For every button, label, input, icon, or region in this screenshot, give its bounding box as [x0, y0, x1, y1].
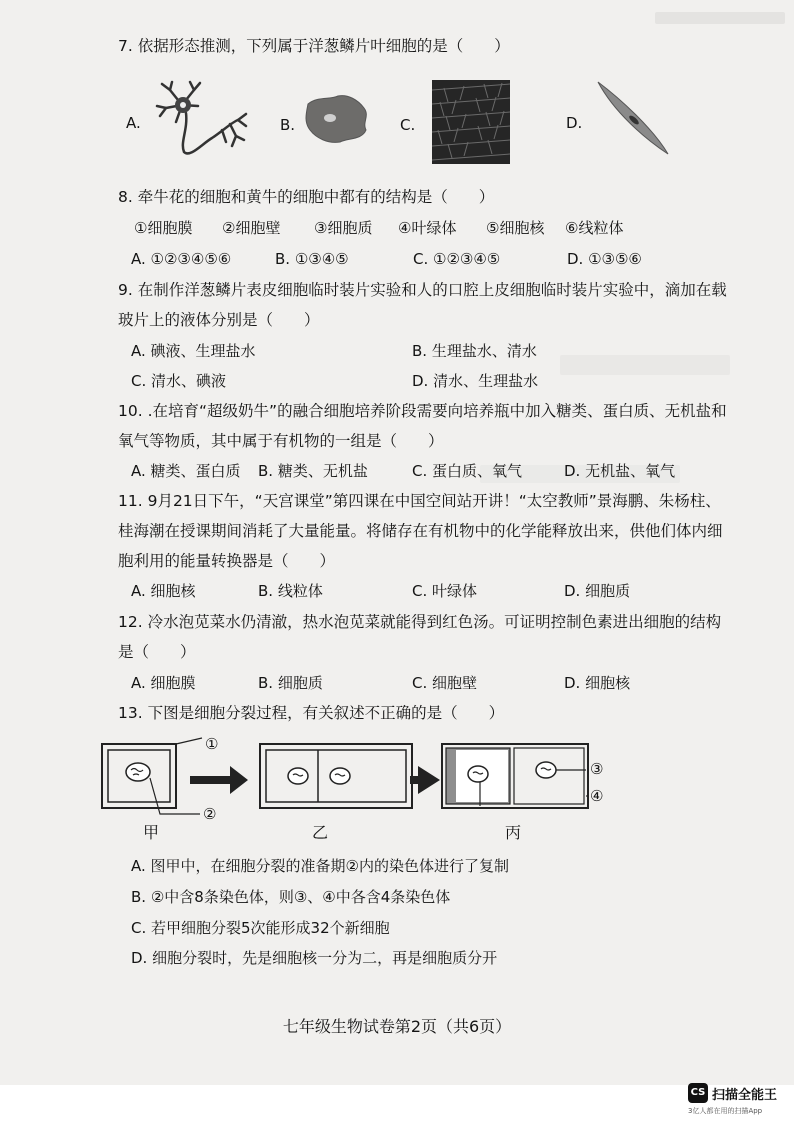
marker-2: ② [203, 805, 217, 823]
q8-item-5: ⑤细胞核 [486, 219, 545, 237]
cell-division-diagram [100, 732, 620, 838]
q8-item-6: ⑥线粒体 [565, 219, 624, 237]
scanner-watermark [688, 1081, 788, 1119]
q10-option-a: A. 糖类、蛋白质 [131, 462, 241, 480]
q12-option-d: D. 细胞核 [564, 674, 631, 692]
q13-option-d: D. 细胞分裂时，先是细胞核一分为二，再是细胞质分开 [131, 949, 498, 967]
q12-option-a: A. 细胞膜 [131, 674, 196, 692]
q9-option-b: B. 生理盐水、清水 [412, 342, 537, 360]
q9-stem-line1: 9. 在制作洋葱鳞片表皮细胞临时装片实验和人的口腔上皮细胞临时装片实验中，滴加在载 [118, 281, 727, 299]
watermark-tagline: 3亿人都在用的扫描App [688, 1107, 763, 1115]
q8-option-c: C. ①②③④⑤ [413, 250, 501, 268]
cell-yi [260, 744, 412, 808]
q9-option-d: D. 清水、生理盐水 [412, 372, 539, 390]
q8-option-a: A. ①②③④⑤⑥ [131, 250, 232, 268]
q13-option-b: B. ②中含8条染色体，则③、④中各含4条染色体 [131, 888, 451, 906]
q7-label-c: C. [400, 116, 416, 134]
q7-stem: 7. 依据形态推测，下列属于洋葱鳞片叶细胞的是（ ） [118, 37, 510, 55]
onion-epidermis-image [432, 80, 510, 164]
q7-label-a: A. [126, 114, 141, 132]
q11-stem-line1: 11. 9月21日下午，“天宫课堂”第四课在中国空间站开讲！“太空教师”景海鹏、朱杨柱、 [118, 492, 721, 510]
q12-option-b: B. 细胞质 [258, 674, 323, 692]
bleed-through-mark [655, 12, 785, 24]
q13-option-a: A. 图甲中，在细胞分裂的准备期②内的染色体进行了复制 [131, 857, 509, 875]
cell-bing [442, 744, 588, 808]
q11-option-d: D. 细胞质 [564, 582, 631, 600]
q8-stem: 8. 牵牛花的细胞和黄牛的细胞中都有的结构是（ ） [118, 188, 495, 206]
q11-option-b: B. 线粒体 [258, 582, 323, 600]
marker-1: ① [205, 735, 219, 753]
q11-option-a: A. 细胞核 [131, 582, 196, 600]
label-jia: 甲 [143, 823, 160, 842]
q8-item-2: ②细胞壁 [222, 219, 281, 237]
q11-option-c: C. 叶绿体 [412, 582, 478, 600]
q10-option-c: C. 蛋白质、氧气 [412, 462, 523, 480]
watermark-name: 扫描全能王 [712, 1088, 778, 1103]
epithelial-cell-image [300, 92, 372, 146]
q10-option-b: B. 糖类、无机盐 [258, 462, 368, 480]
q7-label-b: B. [280, 116, 296, 134]
label-bing: 丙 [505, 823, 522, 842]
page-footer: 七年级生物试卷第2页（共6页） [282, 1017, 512, 1036]
q11-stem-line2: 桂海潮在授课期间消耗了大量能量。将储存在有机物中的化学能释放出来，供他们体内细 [118, 522, 723, 540]
marker-4: ④ [590, 787, 604, 805]
q8-option-d: D. ①③⑤⑥ [567, 250, 642, 268]
camscanner-logo-icon: CS [688, 1083, 708, 1103]
q9-option-a: A. 碘液、生理盐水 [131, 342, 256, 360]
q8-item-3: ③细胞质 [314, 219, 373, 237]
q8-item-4: ④叶绿体 [398, 219, 457, 237]
q13-option-c: C. 若甲细胞分裂5次能形成32个新细胞 [131, 919, 390, 937]
q8-option-b: B. ①③④⑤ [275, 250, 349, 268]
label-yi: 乙 [312, 823, 329, 842]
q7-label-d: D. [566, 114, 583, 132]
q10-stem-line2: 氧气等物质，其中属于有机物的一组是（ ） [118, 432, 444, 450]
bleed-through-mark [560, 355, 730, 375]
q8-item-1: ①细胞膜 [134, 219, 193, 237]
q10-stem-line1: 10. .在培育“超级奶牛”的融合细胞培养阶段需要向培养瓶中加入糖类、蛋白质、无机盐和 [118, 402, 727, 420]
q9-stem-line2: 玻片上的液体分别是（ ） [118, 311, 320, 329]
cell-jia [102, 738, 202, 814]
q13-stem: 13. 下图是细胞分裂过程，有关叙述不正确的是（ ） [118, 704, 505, 722]
marker-3: ③ [590, 760, 604, 778]
q12-stem-line2: 是（ ） [118, 643, 196, 661]
q10-option-d: D. 无机盐、氧气 [564, 462, 676, 480]
q12-option-c: C. 细胞壁 [412, 674, 478, 692]
q12-stem-line1: 12. 冷水泡苋菜水仍清澈，热水泡苋菜就能得到红色汤。可证明控制色素进出细胞的结构 [118, 613, 722, 631]
smooth-muscle-cell-image [592, 78, 674, 160]
q11-stem-line3: 胞利用的能量转换器是（ ） [118, 552, 336, 570]
neuron-cell-image [152, 80, 250, 162]
q9-option-c: C. 清水、碘液 [131, 372, 227, 390]
